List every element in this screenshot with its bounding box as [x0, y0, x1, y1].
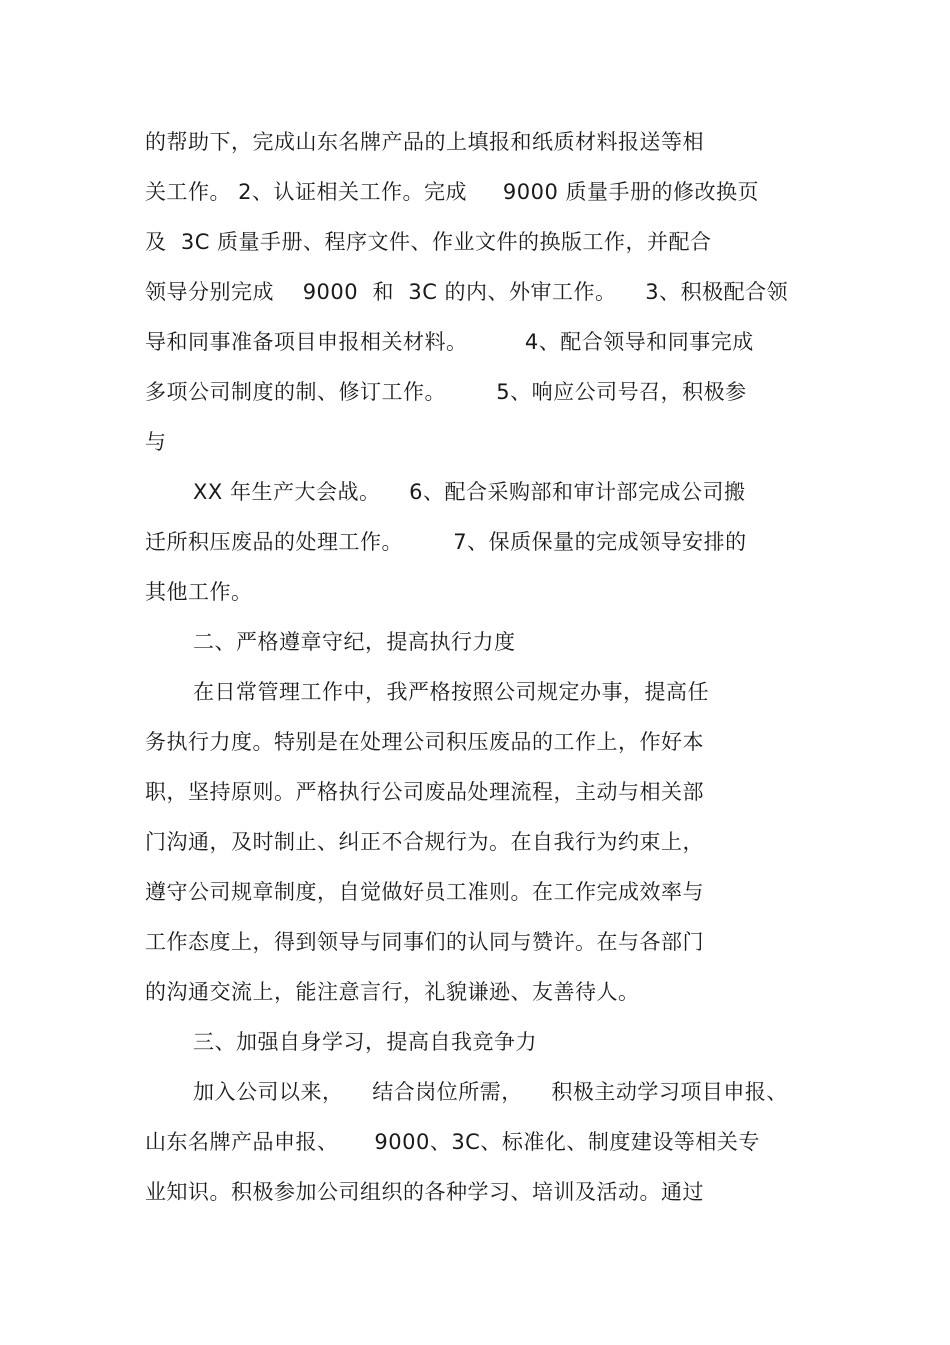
text-line: 及 3C 质量手册、程序文件、作业文件的换版工作，并配合 — [145, 230, 712, 254]
text-line: 职，坚持原则。严格执行公司废品处理流程，主动与相关部 — [145, 780, 704, 804]
text-line: 迁所积压废品的处理工作。 7、保质保量的完成领导安排的 — [145, 530, 747, 554]
text-line: 与 — [145, 430, 167, 454]
text-line: 领导分别完成 9000 和 3C 的内、外审工作。 3、积极配合领 — [145, 280, 789, 304]
text-line: XX 年生产大会战。 6、配合采购部和审计部完成公司搬 — [193, 480, 746, 504]
text-line: 导和同事准备项目申报相关材料。 4、配合领导和同事完成 — [145, 330, 754, 354]
text-line: 务执行力度。特别是在处理公司积压废品的工作上，作好本 — [145, 730, 704, 754]
text-line: 的帮助下，完成山东名牌产品的上填报和纸质材料报送等相 — [145, 130, 704, 154]
text-line: 关工作。 2、认证相关工作。完成 9000 质量手册的修改换页 — [145, 180, 760, 204]
text-line: 在日常管理工作中，我严格按照公司规定办事，提高任 — [193, 680, 709, 704]
text-line: 的沟通交流上，能注意言行，礼貌谦逊、友善待人。 — [145, 980, 640, 1004]
text-line: 加入公司以来， 结合岗位所需， 积极主动学习项目申报、 — [193, 1080, 788, 1104]
section-heading-2: 二、严格遵章守纪，提高执行力度 — [193, 630, 516, 654]
text-line: 门沟通，及时制止、纠正不合规行为。在自我行为约束上， — [145, 830, 704, 854]
text-line: 山东名牌产品申报、 9000、3C、标准化、制度建设等相关专 — [145, 1130, 760, 1154]
text-line: 遵守公司规章制度，自觉做好员工准则。在工作完成效率与 — [145, 880, 704, 904]
text-line: 其他工作。 — [145, 580, 253, 604]
text-line: 多项公司制度的制、修订工作。 5、响应公司号召，积极参 — [145, 380, 747, 404]
text-line: 工作态度上，得到领导与同事们的认同与赞许。在与各部门 — [145, 930, 704, 954]
text-line: 业知识。积极参加公司组织的各种学习、培训及活动。通过 — [145, 1180, 704, 1204]
section-heading-3: 三、加强自身学习，提高自我竞争力 — [193, 1030, 537, 1054]
